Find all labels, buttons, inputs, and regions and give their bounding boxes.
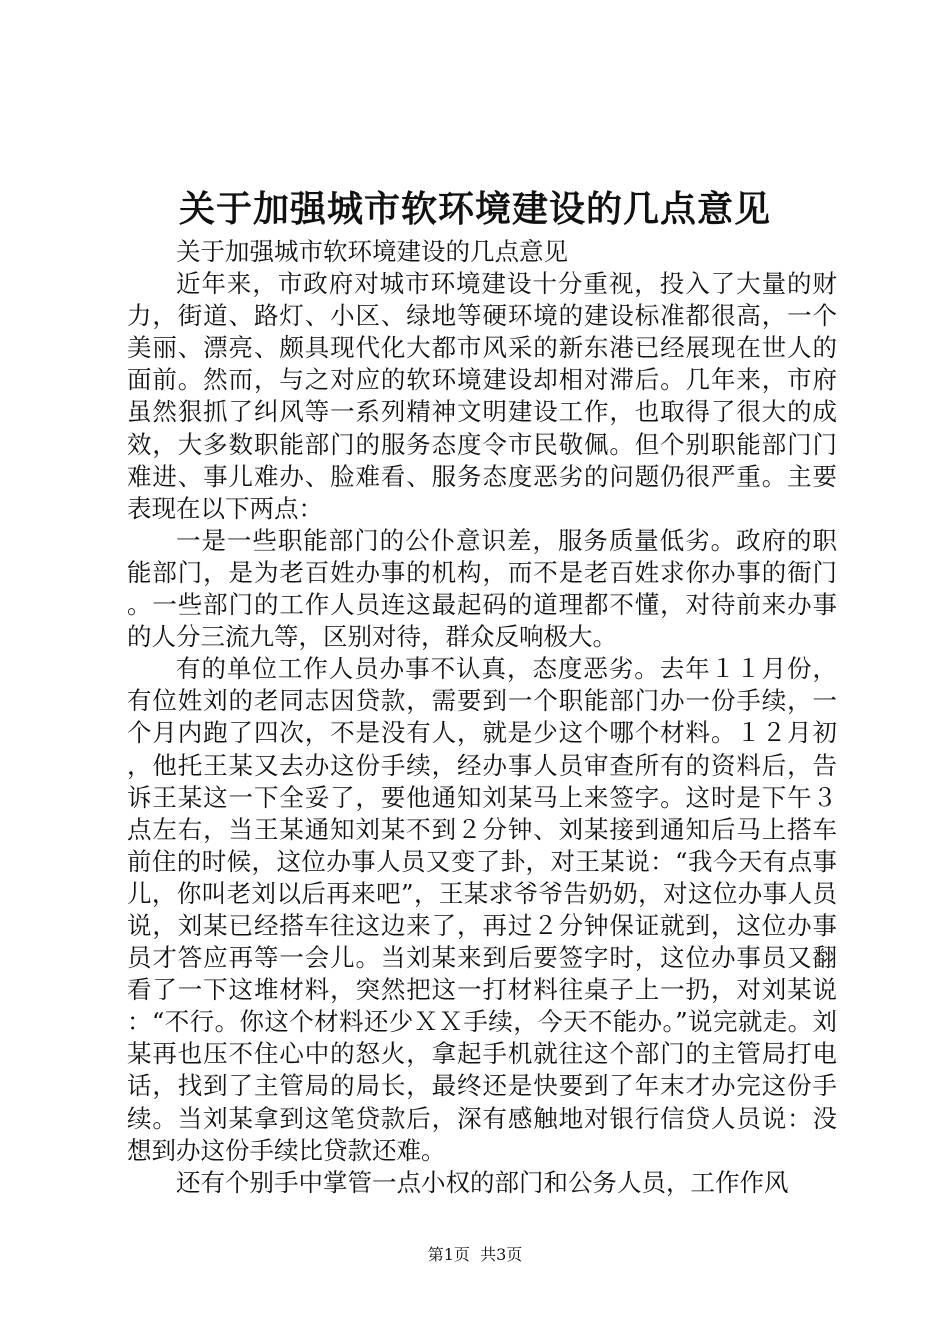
paragraph-subtitle: 关于加强城市软环境建设的几点意见 xyxy=(176,237,568,266)
paragraph-example: 有的单位工作人员办事不认真，态度恶劣。去年１１月份，有位姓刘的老同志因贷款，需要到一个职能部门办一份手续，一个月内跑了四次，不是没有人，就是少这个哪个材料。１２月初，他托王某又去办这份手续，经办事人员审查所有的资料后，告诉王某这一下全妥了，要他通知刘某马上来签字。这时是下午３点左右，当王某通知刘某不到２分钟、刘某接到通知后马上搭车前住的时候，这位办事人员又变了卦，对王某说：“我今天有点事儿，你叫老刘以后再来吧”，王某求爷爷告奶奶，对这位办事人员说，刘某已经搭车往这边来了，再过２分钟保证就到，这位办事员才答应再等一会儿。当刘某来到后要签字时，这位办事员又翻看了一下这堆材料，突然把这一打材料往桌子上一扔，对刘某说：“不行。你这个材料还少ＸＸ手续，今天不能办。”说完就走。刘某再也压不住心中的怒火，拿起手机就往这个部门的主管局打电话，找到了主管局的局长，最终还是快要到了年末才办完这份手续。当刘某拿到这笔贷款后，深有感触地对银行信贷人员说：没想到办这份手续比贷款还难。 xyxy=(127,654,837,1165)
paragraph-intro: 近年来，市政府对城市环境建设十分重视，投入了大量的财力，街道、路灯、小区、绿地等硬环境的建设标准都很高，一个美丽、漂亮、颇具现代化大都市风采的新东港已经展现在世人的面前。然而，与之对应的软环境建设却相对滞后。几年来，市府虽然狠抓了纠风等一系列精神文明建设工作，也取得了很大的成效，大多数职能部门的服务态度令市民敬佩。但个别职能部门门难进、事儿难办、脸难看、服务态度恶劣的问题仍很严重。主要表现在以下两点： xyxy=(127,269,837,523)
page-title: 关于加强城市软环境建设的几点意见 xyxy=(178,188,771,230)
page-footer xyxy=(0,1244,950,1266)
document-body xyxy=(127,236,837,1199)
paragraph-point-one: 一是一些职能部门的公仆意识差，服务质量低劣。政府的职能部门，是为老百姓办事的机构，而不是老百姓求你办事的衙门。一些部门的工作人员连这最起码的道理都不懂，对待前来办事的人分三流九等，区别对待，群众反响极大。 xyxy=(127,525,837,652)
page-number-label: 第1页 共3页 xyxy=(427,1245,523,1264)
paragraph-continued: 还有个别手中掌管一点小权的部门和公务人员，工作作风 xyxy=(176,1167,789,1197)
